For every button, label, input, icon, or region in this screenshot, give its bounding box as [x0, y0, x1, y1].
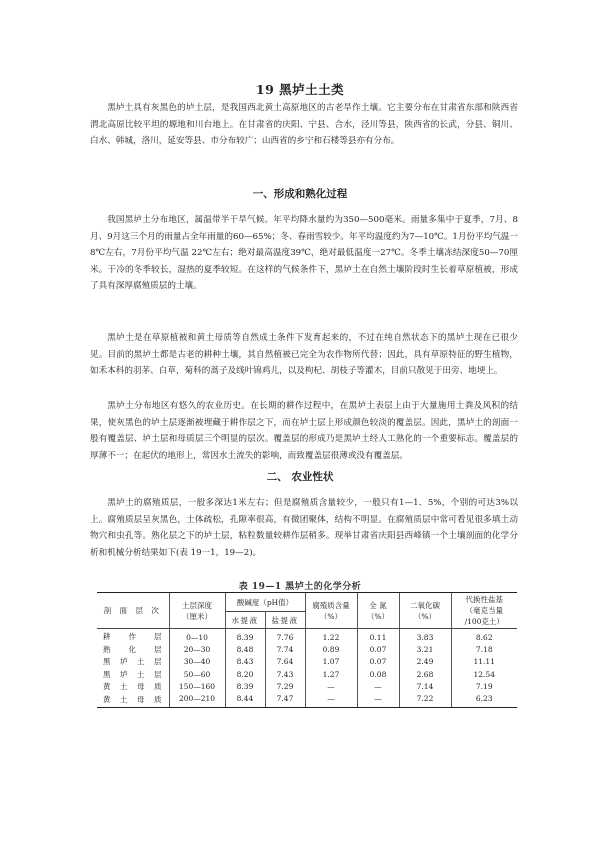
- table-caption: 表 19—1 黑垆土的化学分析: [238, 582, 362, 592]
- cell-nitrogen: 0.08: [357, 669, 399, 681]
- header-depth-label: 土层深度: [182, 600, 212, 610]
- page-title: 19 黑垆土土类: [255, 82, 345, 97]
- cell-horizon: 黑 垆 土 层: [103, 669, 163, 679]
- chemical-analysis-table: [97, 592, 517, 708]
- paragraph-climate: 我国黑垆土分布地区，属温带半干旱气候。年平均降水量约为350—500毫米。雨量多集中于夏季，7月、8月、9月这三个月的雨量占全年雨量的60—65%；冬、春雨雪较少。年平均温度约为7—10℃。1月份平均气温一8℃左右，7月份平均气温 22℃左右；绝对最高温度39℃，绝对最低温度一27℃。冬季土壤冻结深度50—70厘米。干冷的冬季较长，湿热的夏季较短。在这样的气候条件下，黑垆土在自然土壤阶段时生长着草原植被，形成了具有深厚腐殖质层的土壤。: [90, 215, 518, 292]
- header-nitrogen-label: 全 氮: [369, 600, 387, 610]
- cell-nitrogen: —: [357, 681, 399, 693]
- section-heading-agriculture: 二、 农业性状: [266, 471, 334, 483]
- cell-cec: 12.54: [451, 669, 517, 681]
- chemical-analysis-table-wrap: [97, 592, 517, 708]
- cell-ph-water: 8.48: [225, 644, 265, 656]
- header-co2: [399, 593, 451, 629]
- cell-horizon: 黄 土 母 质: [97, 693, 169, 708]
- cell-ph-salt: 7.74: [265, 644, 305, 656]
- cell-ph-salt: 7.43: [265, 669, 305, 681]
- header-nitrogen: [357, 593, 399, 629]
- paragraph-vegetation: 黑垆土是在草原植被和黄土母质等自然成土条件下发育起来的，不过在纯自然状态下的黑垆土现在已很少见。目前的黑垆土都是古老的耕种土壤，其自然植被已完全为农作物所代替；因此，具有草原特征的野生植物，如禾本科的羽茅、白草，菊科的蒿子及线叶锦鸡儿，以及枸杞、胡枝子等灌木，目前只散见于田旁、地埂上。: [90, 333, 518, 377]
- cell-humus: 1.22: [305, 629, 357, 645]
- cell-co2: 3.83: [399, 629, 451, 645]
- header-cec: [451, 593, 517, 629]
- paragraph-history: 黑垆土分布地区有悠久的农业历史。在长期的耕作过程中，在黑垆土表层上由于大量施用土粪及风积的结果，使灰黑色的垆土层逐渐被埋藏于耕作层之下，而在垆土层上形成颜色较淡的覆盖层。因此，黑垆土的剖面一般有覆盖层、垆土层和母质层三个明显的层次。覆盖层的形成乃是黑垆土经人工熟化的一个重要标志。覆盖层的厚薄不一；在起伏的地形上，常因水土流失的影响，而致覆盖层很薄或没有覆盖层。: [90, 401, 518, 461]
- cell-depth: 200—210: [169, 693, 225, 708]
- header-horizon: 剖 面 层 次: [97, 593, 169, 629]
- paragraph-humus: 黑垆土的腐殖质层，一般多深达1米左右；但是腐殖质含量较少，一般只有1—1．5%，个别的可达3%以上。腐殖质层呈灰黑色，土体疏松，孔隙率很高，有微团聚体，结构不明显。在腐殖质层中常可看见很多填土动物穴和虫孔等。熟化层之下的垆土层，粘粒数量较耕作层稍多。现举甘肃省庆阳县西峰镇一个土壤剖面的化学分析和机械分析结果如下(表 19一1，19—2)。: [90, 498, 518, 558]
- cell-cec: 7.18: [451, 644, 517, 656]
- cell-co2: 2.49: [399, 656, 451, 668]
- cell-cec: 7.19: [451, 681, 517, 693]
- header-cec-unit-2: /100克土）: [464, 617, 504, 626]
- cell-ph-salt: 7.76: [265, 629, 305, 645]
- cell-ph-water: 8.44: [225, 693, 265, 708]
- header-ph-water: 水提液: [225, 612, 265, 629]
- cell-depth: 150—160: [169, 681, 225, 693]
- table-header-row: [97, 593, 517, 612]
- cell-co2: 2.68: [399, 669, 451, 681]
- table-row: [97, 669, 517, 681]
- cell-nitrogen: 0.11: [357, 629, 399, 645]
- cell-co2: 3.21: [399, 644, 451, 656]
- cell-depth: 50—60: [169, 669, 225, 681]
- cell-depth: 30—40: [169, 656, 225, 668]
- table-row: [97, 629, 517, 645]
- cell-ph-water: 8.39: [225, 681, 265, 693]
- header-humus-unit: （%）: [319, 611, 343, 621]
- cell-ph-salt: 7.64: [265, 656, 305, 668]
- header-ph: 酸碱度（pH值）: [225, 593, 305, 612]
- cell-nitrogen: —: [357, 693, 399, 708]
- header-cec-unit-1: （毫克当量: [465, 606, 503, 615]
- header-depth: [169, 593, 225, 629]
- cell-horizon: 熟 化 层: [103, 645, 163, 655]
- table-row: [97, 693, 517, 708]
- cell-co2: 7.14: [399, 681, 451, 693]
- cell-humus: —: [305, 681, 357, 693]
- cell-cec: 8.62: [451, 629, 517, 645]
- cell-ph-salt: 7.47: [265, 693, 305, 708]
- cell-cec: 11.11: [451, 656, 517, 668]
- cell-ph-salt: 7.29: [265, 681, 305, 693]
- header-cec-label: 代换性盐基: [465, 595, 503, 604]
- cell-depth: 0—10: [169, 629, 225, 645]
- header-co2-label: 二氧化碳: [410, 600, 440, 610]
- header-nitrogen-unit: （%）: [366, 611, 390, 621]
- cell-nitrogen: 0.07: [357, 644, 399, 656]
- header-ph-salt: 盐提液: [265, 612, 305, 629]
- cell-horizon: 黄 土 母 质: [103, 681, 163, 691]
- cell-horizon: 黑 垆 土 层: [103, 657, 163, 667]
- cell-horizon: 耕 作 层: [103, 631, 163, 641]
- header-humus: [305, 593, 357, 629]
- header-co2-unit: （%）: [413, 611, 437, 621]
- header-depth-unit: （厘米）: [182, 611, 212, 621]
- cell-ph-water: 8.43: [225, 656, 265, 668]
- intro-paragraph: 黑垆土具有灰黑色的垆土层，是我国西北黄土高原地区的古老旱作土壤。它主要分布在甘肃省东部和陕西省渭北高原比较平坦的塬地和川台地上。在甘肃省的庆阳、宁县、合水，泾川等县，陕西省的长武，分县、铜川、白水、韩城，洛川，延安等县、市分布较广；山西省的乡宁和石楼等县亦有分布。: [90, 103, 518, 147]
- cell-humus: 1.07: [305, 656, 357, 668]
- table-row: [97, 644, 517, 656]
- cell-ph-water: 8.39: [225, 629, 265, 645]
- cell-humus: 0.89: [305, 644, 357, 656]
- cell-humus: —: [305, 693, 357, 708]
- section-heading-formation: 一、形成和熟化过程: [252, 188, 348, 200]
- table-row: [97, 656, 517, 668]
- cell-nitrogen: 0.07: [357, 656, 399, 668]
- cell-depth: 20—30: [169, 644, 225, 656]
- cell-ph-water: 8.20: [225, 669, 265, 681]
- cell-co2: 7.22: [399, 693, 451, 708]
- header-humus-label: 腐殖质含量: [312, 600, 350, 610]
- cell-cec: 6.23: [451, 693, 517, 708]
- cell-humus: 1.27: [305, 669, 357, 681]
- table-row: [97, 681, 517, 693]
